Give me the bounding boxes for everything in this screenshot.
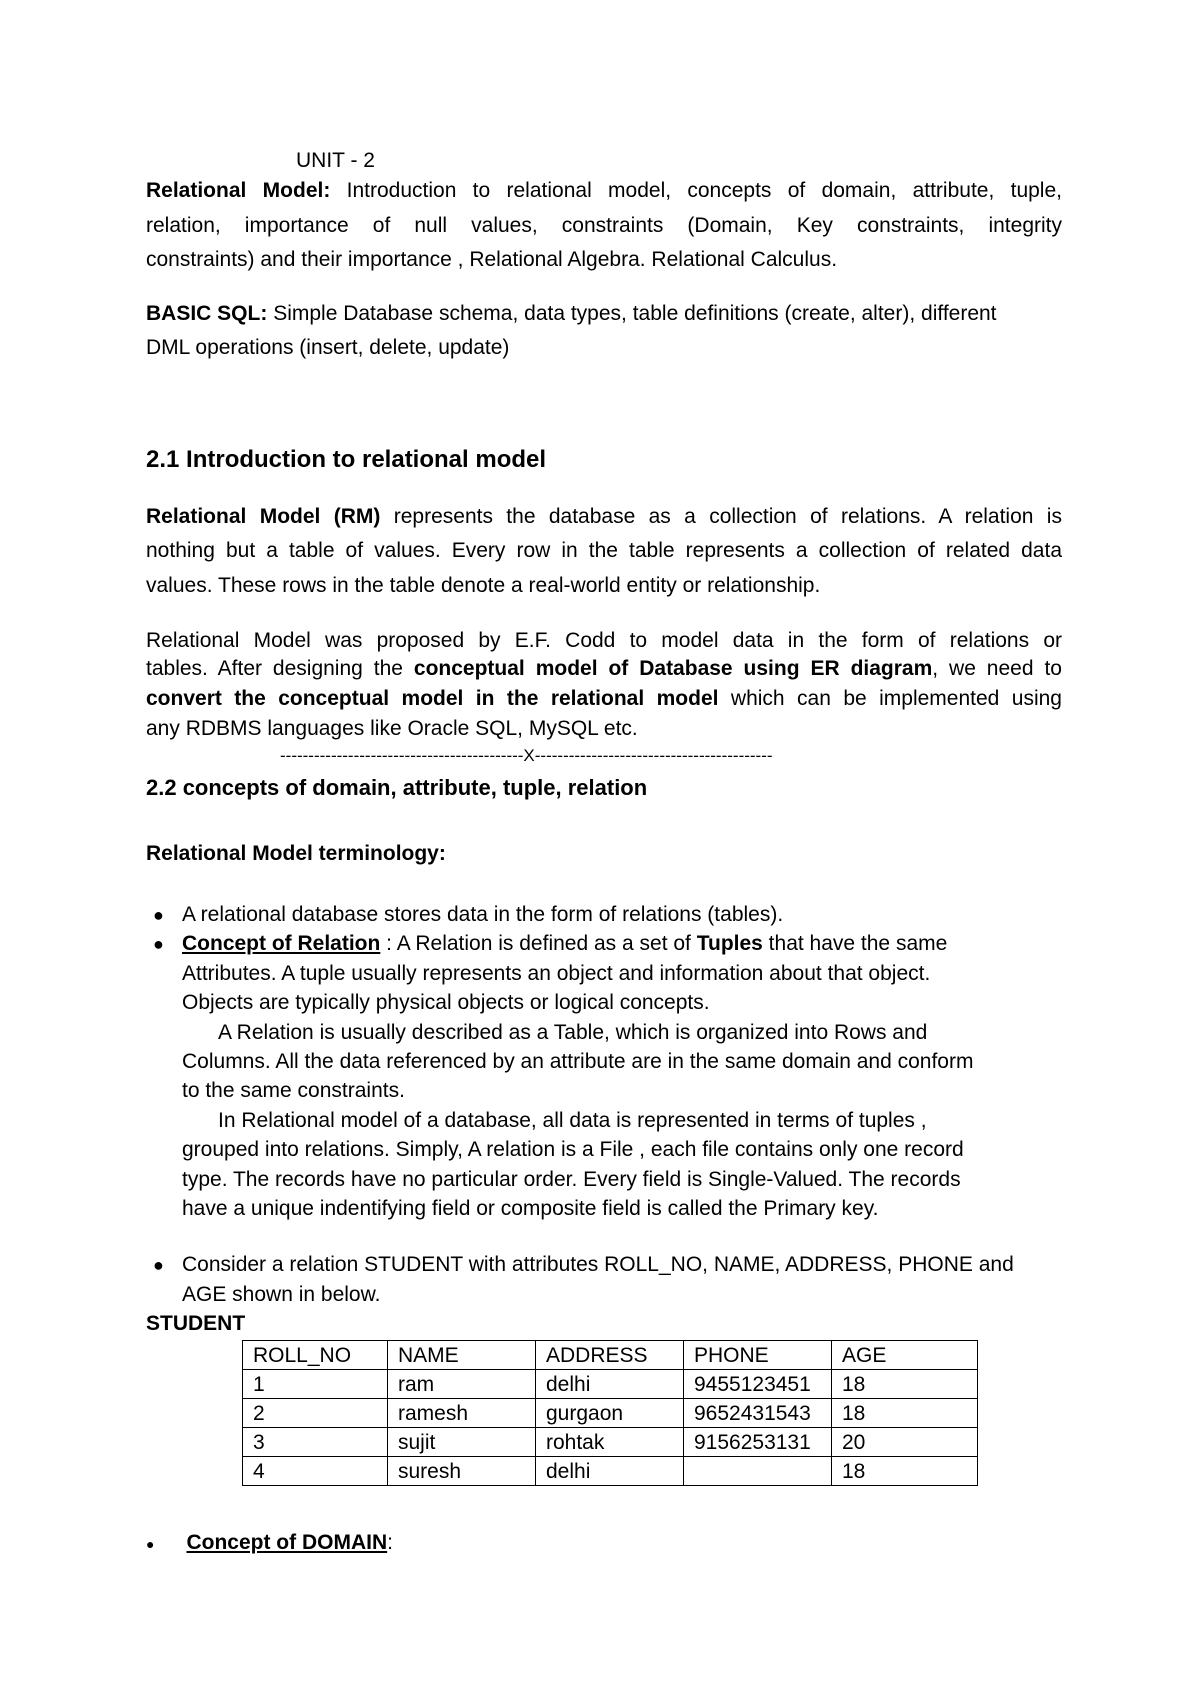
table-row bbox=[243, 1399, 978, 1428]
table-cell: ram bbox=[388, 1370, 536, 1399]
table-cell: 18 bbox=[832, 1457, 978, 1486]
bullet-icon: ● bbox=[153, 934, 164, 954]
rm-para-line1 bbox=[146, 506, 1062, 527]
relation-line2: Attributes. A tuple usually represents an object and information about that object. bbox=[182, 962, 931, 985]
table-cell: 2 bbox=[243, 1399, 388, 1428]
codd-text-a: tables. After designing the bbox=[146, 657, 403, 680]
codd-para-line2 bbox=[146, 658, 1062, 679]
table-cell: rohtak bbox=[536, 1428, 684, 1457]
table-header-cell: ADDRESS bbox=[536, 1341, 684, 1370]
table-cell: 9652431543 bbox=[684, 1399, 832, 1428]
table-header-row bbox=[243, 1341, 978, 1370]
table-header-cell: PHONE bbox=[684, 1341, 832, 1370]
relation-line10: have a unique indentifying field or composite field is called the Primary key. bbox=[182, 1197, 879, 1220]
syllabus-rm-line2: relation, importance of null values, constraints (Domain, Key constraints, integrity bbox=[146, 214, 1062, 237]
bullet-icon: ● bbox=[146, 1536, 155, 1552]
table-cell: 9156253131 bbox=[684, 1428, 832, 1457]
relation-line8: grouped into relations. Simply, A relation is a File , each file contains only one record bbox=[182, 1138, 964, 1161]
relation-title: Concept of Relation bbox=[182, 932, 381, 955]
table-header-cell: AGE bbox=[832, 1341, 978, 1370]
table-cell bbox=[684, 1457, 832, 1486]
relation-line4: A Relation is usually described as a Table, which is organized into Rows and bbox=[218, 1021, 928, 1044]
table-cell: suresh bbox=[388, 1457, 536, 1486]
relation-line7: In Relational model of a database, all data is represented in terms of tuples , bbox=[218, 1109, 927, 1132]
table-label: STUDENT bbox=[146, 1312, 246, 1335]
table-cell: 20 bbox=[832, 1428, 978, 1457]
table-cell: 4 bbox=[243, 1457, 388, 1486]
codd-bold-a: conceptual model of Database using ER diagram bbox=[413, 657, 933, 680]
bullet-icon: ● bbox=[153, 1255, 164, 1275]
rm-para-text: represents the database as a collection of relations. A relation is bbox=[393, 505, 1062, 528]
section-heading-2-1: 2.1 Introduction to relational model bbox=[146, 446, 547, 473]
relation-rest: that have the same bbox=[762, 932, 948, 955]
rm-para-line3: values. These rows in the table denote a real-world entity or relationship. bbox=[146, 574, 821, 597]
relation-tuples: Tuples bbox=[696, 932, 763, 955]
consider-line1: Consider a relation STUDENT with attributes ROLL_NO, NAME, ADDRESS, PHONE and bbox=[182, 1253, 1014, 1276]
table-cell: gurgaon bbox=[536, 1399, 684, 1428]
student-table bbox=[242, 1340, 978, 1486]
domain-colon: : bbox=[387, 1531, 393, 1554]
rm-para-line2: nothing but a table of values. Every row in the table represents a collection of related data bbox=[146, 539, 1062, 562]
relation-line5: Columns. All the data referenced by an attribute are in the same domain and conform bbox=[182, 1050, 974, 1073]
relation-line1 bbox=[182, 933, 947, 954]
table-cell: 18 bbox=[832, 1370, 978, 1399]
sql-text: Simple Database schema, data types, table definitions (create, alter), different bbox=[273, 302, 997, 325]
rm-text: Introduction to relational model, concepts of domain, attribute, tuple, bbox=[346, 179, 1062, 202]
bullet-icon: ● bbox=[153, 905, 164, 925]
syllabus-sql-line1 bbox=[146, 303, 997, 324]
table-cell: 18 bbox=[832, 1399, 978, 1428]
rm-bold: Relational Model (RM) bbox=[146, 505, 381, 528]
domain-title-text: Concept of DOMAIN bbox=[186, 1531, 388, 1554]
codd-text-b: , we need to bbox=[932, 657, 1062, 680]
section-heading-2-2: 2.2 concepts of domain, attribute, tuple, relation bbox=[146, 775, 648, 800]
table-cell: delhi bbox=[536, 1457, 684, 1486]
unit-title: UNIT - 2 bbox=[296, 149, 375, 172]
syllabus-sql-line2: DML operations (insert, delete, update) bbox=[146, 336, 510, 359]
table-row bbox=[243, 1370, 978, 1399]
table-cell: sujit bbox=[388, 1428, 536, 1457]
syllabus-rm-line3: constraints) and their importance , Relational Algebra. Relational Calculus. bbox=[146, 248, 838, 271]
table-header-cell: ROLL_NO bbox=[243, 1341, 388, 1370]
table-cell: ramesh bbox=[388, 1399, 536, 1428]
syllabus-rm-line1 bbox=[146, 180, 1062, 201]
terminology-heading: Relational Model terminology: bbox=[146, 842, 446, 865]
bullet-1-text: A relational database stores data in the form of relations (tables). bbox=[182, 903, 784, 926]
sql-label: BASIC SQL: bbox=[146, 302, 268, 325]
relation-colon: : A Relation is defined as a set of bbox=[380, 932, 697, 955]
consider-line2: AGE shown in below. bbox=[182, 1283, 381, 1306]
table-row bbox=[243, 1457, 978, 1486]
domain-line bbox=[146, 1532, 393, 1553]
codd-bold-b: convert the conceptual model in the relational model bbox=[146, 687, 719, 710]
relation-line3: Objects are typically physical objects or logical concepts. bbox=[182, 991, 710, 1014]
codd-para-line3 bbox=[146, 688, 1062, 709]
rm-label: Relational Model: bbox=[146, 179, 331, 202]
codd-para-line4: any RDBMS languages like Oracle SQL, MySQL etc. bbox=[146, 717, 638, 740]
section-separator: -------------------------------------------X------------------------------------------ bbox=[280, 746, 773, 765]
codd-para-line1: Relational Model was proposed by E.F. Codd to model data in the form of relations or bbox=[146, 629, 1062, 652]
table-cell: delhi bbox=[536, 1370, 684, 1399]
table-cell: 1 bbox=[243, 1370, 388, 1399]
table-cell: 9455123451 bbox=[684, 1370, 832, 1399]
relation-line6: to the same constraints. bbox=[182, 1079, 405, 1102]
codd-text-c: which can be implemented using bbox=[730, 687, 1062, 710]
table-header-cell: NAME bbox=[388, 1341, 536, 1370]
table-row bbox=[243, 1428, 978, 1457]
domain-title bbox=[158, 1531, 387, 1554]
relation-line9: type. The records have no particular order. Every field is Single-Valued. The records bbox=[182, 1168, 961, 1191]
table-cell: 3 bbox=[243, 1428, 388, 1457]
